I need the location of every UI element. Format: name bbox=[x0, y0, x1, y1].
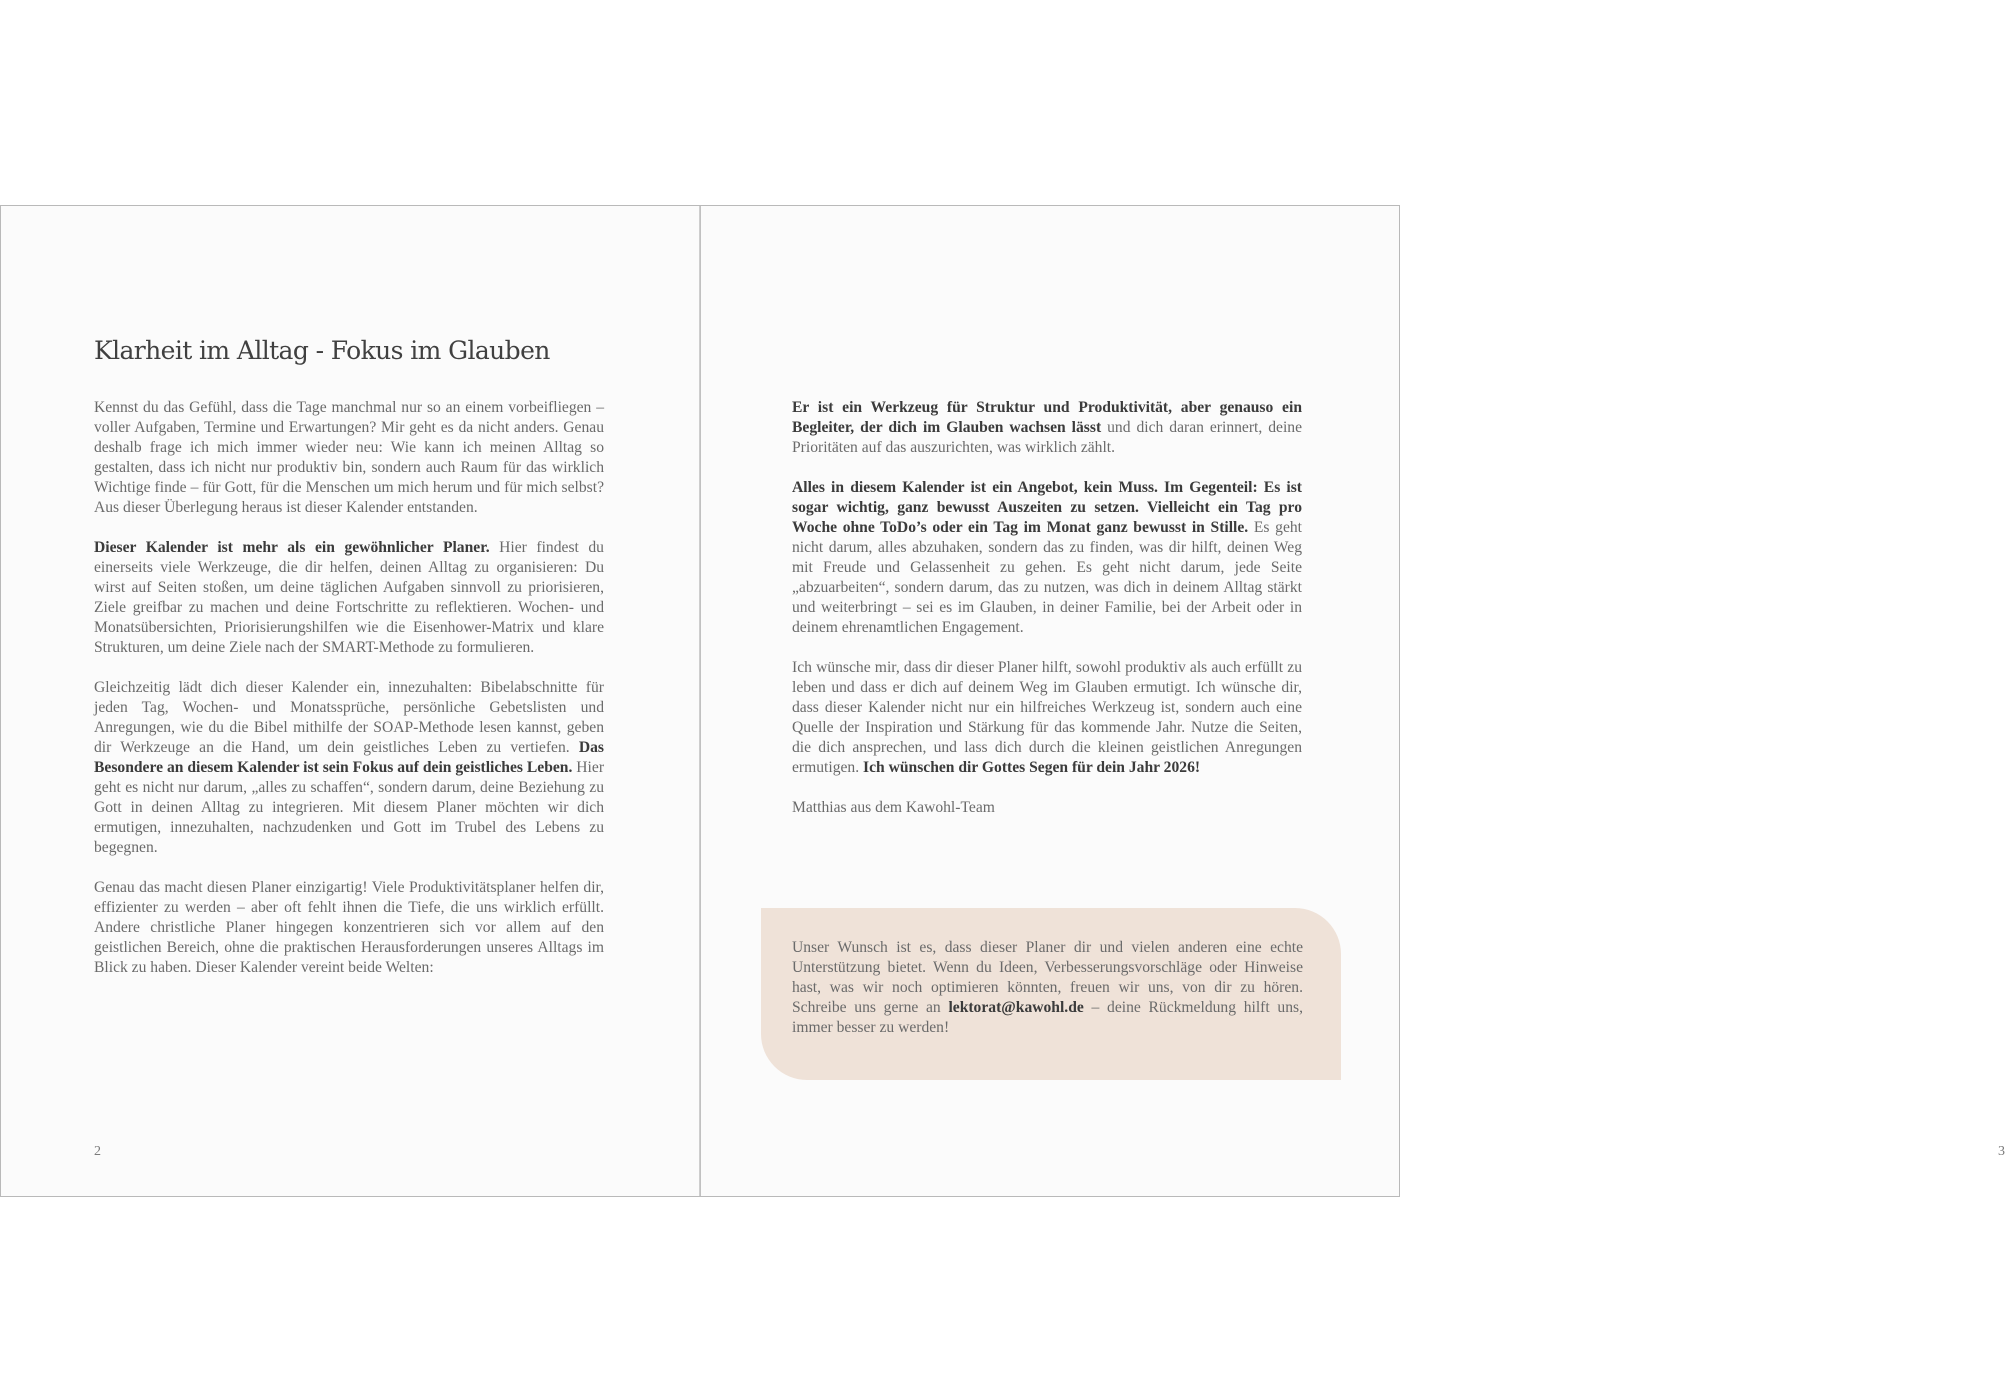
paragraph-intro bbox=[94, 398, 604, 518]
paragraph-unique-text: Genau das macht diesen Planer einzigartig! Viele Produktivitätsplaner helfen dir, effizienter zu werden – aber oft fehlt ihnen die Tiefe, die uns wirklich erfüllt. Andere christliche Planer hingegen konzentrieren sich vor allem auf den geistlichen Bereich, ohne die praktischen Herausforderungen unseres Alltags im Blick zu haben. Dieser Kalender vereint beide Welten: bbox=[94, 879, 604, 976]
paragraph-planner-bold: Dieser Kalender ist mehr als ein gewöhnlicher Planer. bbox=[94, 539, 490, 556]
page-number-right: 3 bbox=[1998, 1144, 2005, 1159]
paragraph-tool bbox=[792, 398, 1302, 458]
feedback-text-1: Unser Wunsch ist es, dass dieser Planer dir und vielen anderen eine echte Unterstützung bietet. Wenn du Ideen, Verbesserungsvorschläge oder Hinweise hast, was wir noch optimieren könnten, freuen wir uns, von dir zu hören. Schreibe uns gerne an bbox=[792, 939, 1303, 1016]
feedback-text bbox=[792, 938, 1303, 1038]
right-column bbox=[792, 398, 1302, 838]
paragraph-wish bbox=[792, 658, 1302, 778]
paragraph-spiritual-text-1: Gleichzeitig lädt dich dieser Kalender ein, innezuhalten: Bibelabschnitte für jeden Tag, Wochen- und Monatssprüche, persönliche Gebetslisten und Anregungen, wie du die Bibel mithilfe der SOAP-Methode lesen kannst, geben dir Werkzeuge an die Hand, um dein geistliches Leben zu vertiefen. bbox=[94, 679, 604, 756]
paragraph-offer bbox=[792, 478, 1302, 638]
book-spread bbox=[0, 205, 2005, 1197]
signature: Matthias aus dem Kawohl-Team bbox=[792, 799, 995, 816]
paragraph-tool-bold: Er ist ein Werkzeug für Struktur und Produktivität, aber genauso ein Begleiter, der dich im Glauben wachsen lässt bbox=[792, 399, 1302, 436]
left-page bbox=[0, 206, 700, 1196]
paragraph-unique bbox=[94, 878, 604, 978]
paragraph-spiritual-text-2: Hier geht es nicht nur darum, „alles zu schaffen“, sondern darum, deine Beziehung zu Gott in deinen Alltag zu integrieren. Mit diesem Planer möchten wir dich ermutigen, innezuhalten, nachzudenken und Gott im Trubel des Lebens zu begegnen. bbox=[94, 759, 605, 856]
paragraph-spiritual-bold: Das Besondere an diesem Kalender ist sein Fokus auf dein geistliches Leben. bbox=[94, 739, 604, 776]
left-column bbox=[94, 398, 604, 998]
feedback-text-2: – deine Rückmeldung hilft uns, immer besser zu werden! bbox=[792, 999, 1303, 1036]
paragraph-intro-text: Kennst du das Gefühl, dass die Tage manchmal nur so an einem vorbeifliegen – voller Aufgaben, Termine und Erwartungen? Mir geht es da nicht anders. Genau deshalb frage ich mich immer wieder neu: Wie kann ich meinen Alltag so gestalten, dass ich nicht nur produktiv bin, sondern auch Raum für das wirklich Wichtige finde – für Gott, für die Menschen um mich herum und für mich selbst? Aus dieser Überlegung heraus ist dieser Kalender entstanden. bbox=[94, 399, 604, 516]
paragraph-offer-bold: Alles in diesem Kalender ist ein Angebot, kein Muss. Im Gegenteil: Es ist sogar wichtig, ganz bewusst Auszeiten zu setzen. Vielleicht ein Tag pro Woche ohne ToDo’s oder ein Tag im Monat ganz bewusst in Stille. bbox=[792, 479, 1302, 536]
feedback-box bbox=[761, 908, 1341, 1080]
paragraph-spiritual bbox=[94, 678, 604, 858]
feedback-email-link[interactable]: lektorat@kawohl.de bbox=[948, 999, 1084, 1016]
page-number-left: 2 bbox=[94, 1144, 101, 1159]
paragraph-offer-text: Es geht nicht darum, alles abzuhaken, sondern das zu finden, was dir hilft, deinen Weg mit Freude und Gelassenheit zu gehen. Es geht nicht darum, jede Seite „abzuarbeiten“, sondern darum, das zu nutzen, was dich in deinem Alltag stärkt und weiterbringt – sei es im Glauben, in deiner Familie, bei der Arbeit oder in deinem ehrenamtlichen Engagement. bbox=[792, 519, 1302, 636]
paragraph-planner-text: Hier findest du einerseits viele Werkzeuge, die dir helfen, deinen Alltag zu organisieren: Du wirst auf Seiten stoßen, um deine täglichen Aufgaben sinnvoll zu priorisieren, Ziele greifbar zu machen und deine Fortschritte zu reflektieren. Wochen- und Monatsübersichten, Priorisierungshilfen wie die Eisenhower-Matrix und klare Strukturen, um deine Ziele nach der SMART-Methode zu formulieren. bbox=[94, 539, 604, 656]
page-title: Klarheit im Alltag - Fokus im Glauben bbox=[94, 336, 550, 365]
paragraph-wish-bold: Ich wünschen dir Gottes Segen für dein Jahr 2026! bbox=[863, 759, 1201, 776]
paragraph-wish-text: Ich wünsche mir, dass dir dieser Planer hilft, sowohl produktiv als auch erfüllt zu leben und dass er dich auf deinem Weg im Glauben ermutigt. Ich wünsche dir, dass dieser Kalender nicht nur ein hilfreiches Werkzeug ist, sondern auch eine Quelle der Inspiration und Stärkung für das kommende Jahr. Nutze die Seiten, die dich ansprechen, und lass dich durch die kleinen geistlichen Anregungen ermutigen. bbox=[792, 659, 1302, 776]
paragraph-planner bbox=[94, 538, 604, 658]
paragraph-tool-text: und dich daran erinnert, deine Prioritäten auf das auszurichten, was wirklich zählt. bbox=[792, 419, 1302, 456]
